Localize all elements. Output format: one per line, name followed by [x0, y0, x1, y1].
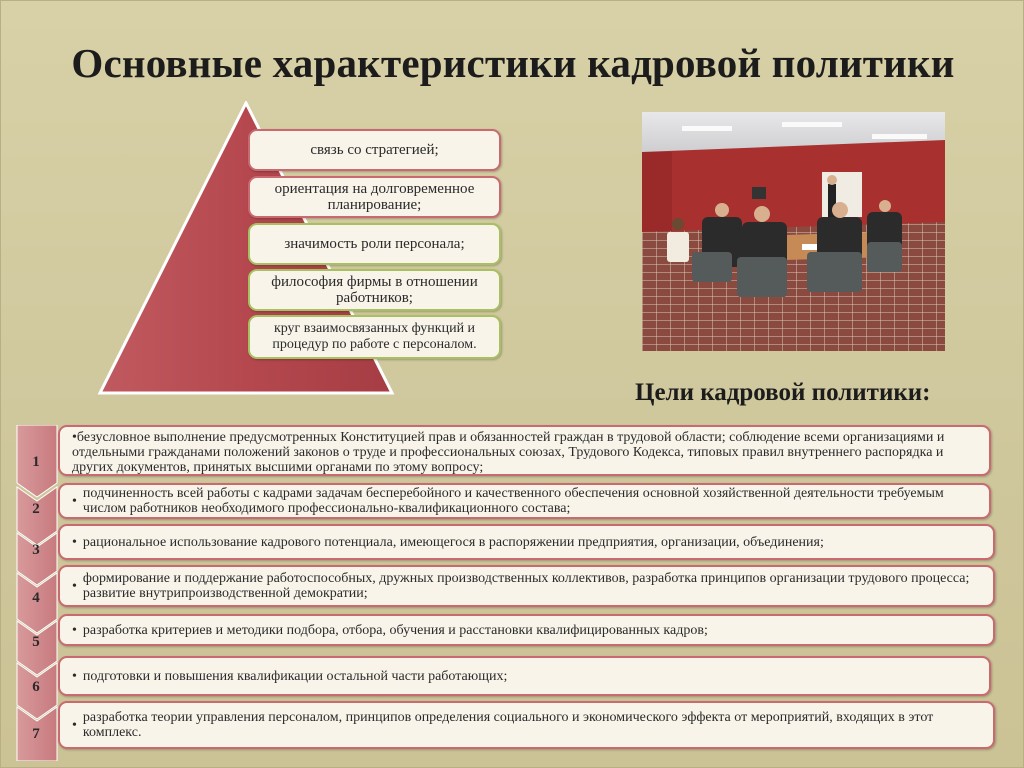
goal-number: 6	[32, 679, 40, 695]
bullet: •	[72, 717, 77, 733]
goals-title: Цели кадровой политики:	[635, 379, 931, 406]
goal-text: формирование и поддержание работоспособных, дружных производственных коллективов, разработка принципов организации трудового процесса; развитие внутрипроизводственной демократии;	[82, 571, 970, 601]
bullet: •	[72, 493, 77, 509]
goal-text: подчиненность всей работы с кадрами задачам бесперебойного и качественного обеспечения основной хозяйственной деятельности требуемым числом работников необходимого профессионально-квалификационного состава;	[82, 486, 944, 516]
bullet: •	[72, 534, 77, 550]
characteristic-box: философия фирмы в отношении работников;	[248, 269, 501, 311]
goal-item	[58, 701, 995, 749]
goal-text: подготовки и повышения квалификации остальной части работающих;	[82, 668, 508, 684]
bullet: •	[72, 668, 77, 684]
goal-number: 4	[32, 590, 40, 606]
meeting-room-photo	[642, 112, 945, 351]
goal-item	[58, 524, 995, 560]
bullet: •	[72, 578, 77, 594]
goal-text: разработка теории управления персоналом, принципов определения социального и экономического эффекта от мероприятий, входящих в этот комплекс.	[82, 710, 934, 740]
goal-number: 3	[32, 542, 40, 558]
slide-title: Основные характеристики кадровой политики	[71, 40, 955, 86]
bullet: •	[72, 622, 77, 638]
goal-item	[58, 425, 991, 476]
characteristic-box: ориентация на долговременное планирование;	[248, 176, 501, 218]
goal-item	[58, 656, 991, 696]
goal-number: 7	[32, 726, 40, 742]
goal-text: рациональное использование кадрового потенциала, имеющегося в распоряжении предприятия, организации, объединения;	[82, 534, 824, 550]
goal-item	[58, 483, 991, 519]
characteristic-box: значимость роли персонала;	[248, 223, 501, 265]
goal-number: 2	[32, 501, 40, 517]
goal-number: 5	[32, 634, 40, 650]
goal-number: 1	[32, 454, 40, 470]
characteristic-box: круг взаимосвязанных функций и процедур по работе с персоналом.	[248, 315, 501, 359]
goal-text: разработка критериев и методики подбора, отбора, обучения и расстановки квалифицированных кадров;	[82, 622, 708, 638]
characteristic-box: связь со стратегией;	[248, 129, 501, 171]
goal-text: •безусловное выполнение предусмотренных Конституцией прав и обязанностей граждан в трудовой области; соблюдение всеми организациями и отдельными гражданами положений законов о труде и профессиональных союзах, Трудового Кодекса, типовых правил внутреннего распорядка и других документов, принятых высшими органами по этому вопросу;	[72, 430, 945, 475]
goal-item	[58, 614, 995, 646]
goal-item	[58, 565, 995, 607]
